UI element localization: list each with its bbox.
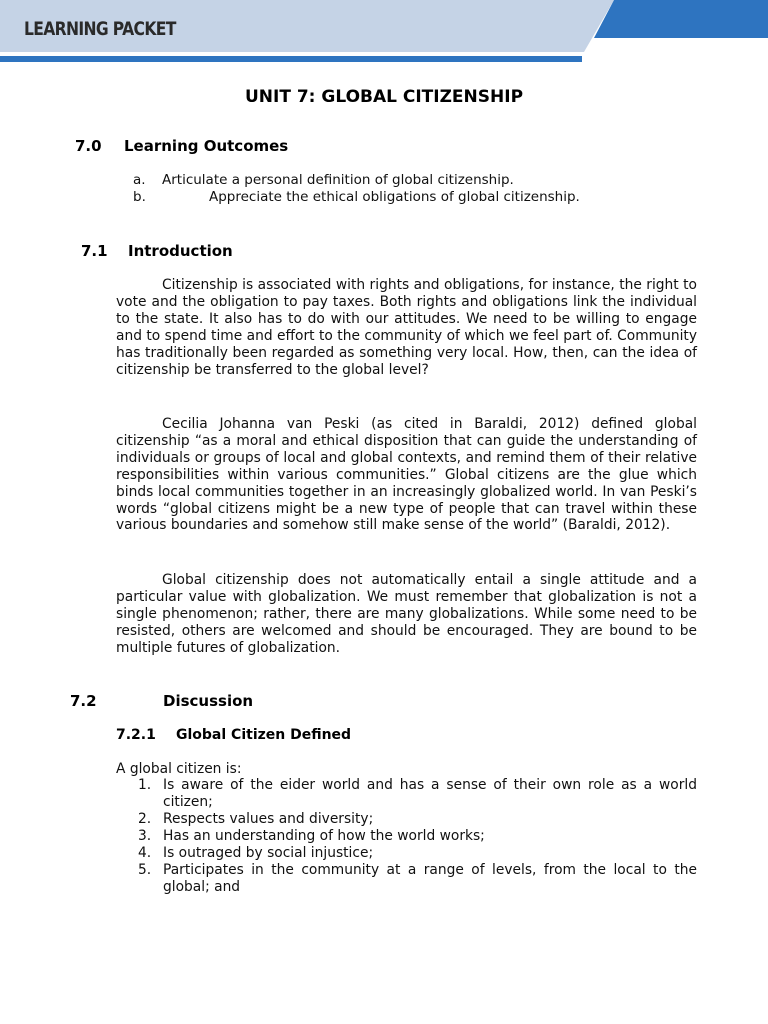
outcome-text: Appreciate the ethical obligations of global citizenship. bbox=[209, 189, 580, 205]
header-banner bbox=[0, 0, 768, 64]
header-title: LEARNING PACKET bbox=[24, 18, 176, 40]
list-number: 5. bbox=[138, 862, 152, 878]
list-number: 3. bbox=[138, 828, 152, 844]
section-number: 7.0 bbox=[75, 137, 102, 155]
list-text: Respects values and diversity; bbox=[163, 811, 374, 827]
intro-paragraph-1: Citizenship is associated with rights and obligations, for instance, the right to vote and the obligation to pay taxes. Both rights and obligations link the individual to the state. It also has to do with our attitudes. We need to be willing to engage and to spend time and effort to the community of which we feel part of. Community has traditionally been regarded as something very local. How, then, can the idea of citizenship be transferred to the global level? bbox=[116, 277, 697, 378]
outcome-item bbox=[133, 172, 514, 188]
outcome-marker: b. bbox=[133, 189, 146, 205]
section-heading-7-1 bbox=[81, 242, 233, 260]
list-number: 4. bbox=[138, 845, 152, 861]
list-item bbox=[116, 828, 697, 845]
list-text: Has an understanding of how the world works; bbox=[163, 828, 485, 844]
section-heading-7-0 bbox=[75, 137, 288, 155]
section-title: Introduction bbox=[128, 242, 233, 260]
citizen-list bbox=[116, 777, 697, 896]
list-item bbox=[116, 811, 697, 828]
list-text: Participates in the community at a range of levels, from the local to the global; and bbox=[163, 862, 697, 895]
citizen-intro: A global citizen is: bbox=[116, 761, 242, 777]
section-title: Discussion bbox=[163, 692, 254, 710]
subsection-heading-7-2-1 bbox=[116, 727, 351, 743]
page-title: UNIT 7: GLOBAL CITIZENSHIP bbox=[244, 87, 524, 107]
list-number: 2. bbox=[138, 811, 152, 827]
outcome-marker: a. bbox=[133, 172, 146, 188]
section-heading-7-2 bbox=[70, 692, 253, 710]
list-item bbox=[116, 845, 697, 862]
list-item bbox=[116, 862, 697, 896]
list-item bbox=[116, 777, 697, 811]
section-number: 7.2 bbox=[70, 692, 97, 710]
subsection-number: 7.2.1 bbox=[116, 727, 156, 743]
outcome-text: Articulate a personal definition of global citizenship. bbox=[162, 172, 514, 188]
intro-paragraph-2: Cecilia Johanna van Peski (as cited in Baraldi, 2012) defined global citizenship “as a moral and ethical disposition that can guide the understanding of individuals or groups of local and global contexts, and remind them of their relative responsibilities within various communities.” Global citizens are the glue which binds local communities together in an increasingly globalized world. In van Peski’s words “global citizens might be a new type of people that can travel within these various boundaries and somehow still make sense of the world” (Baraldi, 2012). bbox=[116, 416, 697, 534]
list-text: Is aware of the eider world and has a sense of their own role as a world citizen; bbox=[163, 777, 697, 810]
section-number: 7.1 bbox=[81, 242, 108, 260]
list-number: 1. bbox=[138, 777, 152, 793]
intro-paragraph-3: Global citizenship does not automatically entail a single attitude and a particular value with globalization. We must remember that globalization is not a single phenomenon; rather, there are many globalizations. While some need to be resisted, others are welcomed and should be encouraged. They are bound to be multiple futures of globalization. bbox=[116, 572, 697, 656]
section-title: Learning Outcomes bbox=[124, 137, 289, 155]
list-text: Is outraged by social injustice; bbox=[163, 845, 374, 861]
outcome-item bbox=[133, 189, 580, 205]
subsection-title: Global Citizen Defined bbox=[176, 727, 352, 743]
